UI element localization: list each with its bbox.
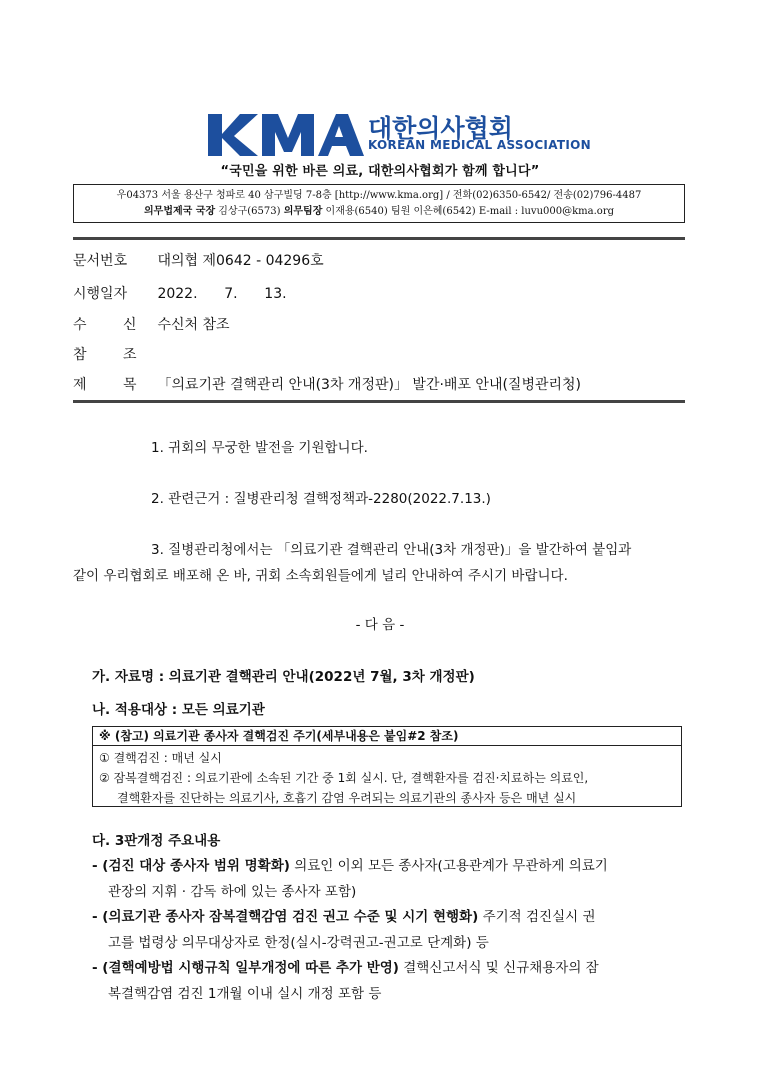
reference-note-box	[92, 726, 682, 807]
recipient-row	[73, 314, 230, 334]
paragraph-3-line-1: 3. 질병관리청에서는 「의료기관 결핵관리 안내(3차 개정판)」을 발간하여 붙임과	[151, 542, 632, 558]
contact-staff-line	[74, 204, 684, 220]
doc-number-value: 대의협 제0642 - 04296호	[157, 253, 324, 269]
bullet-1-text: 의료인 이외 모든 종사자(고용관계가 무관하게 의료기	[289, 858, 608, 874]
bullet-3-text: 결핵신고서식 및 신규채용자의 잠	[398, 960, 599, 976]
reference-note-title: ※ (참고) 의료기관 종사자 결핵검진 주기(세부내용은 붙임#2 참조)	[93, 727, 681, 746]
reference-note-item-2: ② 잠복결핵검진 : 의료기관에 소속된 기간 중 1회 실시. 단, 결핵환자를 검진·치료하는 의료인,	[99, 771, 589, 785]
meta-divider	[73, 400, 685, 403]
slogan: “국민을 위한 바른 의료, 대한의사협회가 함께 합니다”	[220, 164, 540, 179]
director-value: 김상구(6573)	[218, 206, 281, 217]
bullet-3-continuation: 복결핵감염 검진 1개월 이내 실시 개정 포함 등	[108, 986, 382, 1002]
kma-logo	[208, 112, 591, 158]
paragraph-3-line-2: 같이 우리협회로 배포해 온 바, 귀회 소속회원들에게 널리 안내하여 주시기 바랍니다.	[73, 568, 568, 584]
subject-label-2: 목	[123, 377, 137, 393]
list-item	[92, 956, 599, 976]
contact-box	[73, 184, 685, 223]
doc-number-row	[73, 250, 324, 270]
reference-label-1: 참	[73, 347, 87, 363]
date-row	[73, 283, 287, 303]
header-divider	[73, 237, 685, 240]
logo-english-name: KOREAN MEDICAL ASSOCIATION	[368, 138, 591, 152]
bullet-2-continuation: 고를 법령상 의무대상자로 한정(실시-강력권고-권고로 단계화) 등	[108, 935, 489, 951]
paragraph-2: 2. 관련근거 : 질병관리청 결핵정책과-2280(2022.7.13.)	[151, 491, 491, 507]
subject-value: 「의료기관 결핵관리 안내(3차 개정판)」 발간·배포 안내(질병관리청)	[157, 377, 582, 393]
reference-note-item-1: ① 결핵검진 : 매년 실시	[99, 751, 222, 765]
bullet-2-text: 주기적 검진실시 권	[478, 909, 596, 925]
reference-label-2: 조	[123, 347, 137, 363]
reference-note-item-2-cont: 결핵환자를 진단하는 의료기사, 호흡기 감염 우려되는 의료기관의 종사자 등은 매년 실시	[117, 791, 577, 805]
logo-korean-name: 대한의사협회	[368, 114, 513, 143]
list-item	[92, 905, 595, 925]
subject-label-1: 제	[73, 377, 87, 393]
recipient-label-1: 수	[73, 317, 87, 333]
bullet-1-heading: - (검진 대상 종사자 범위 명확화)	[92, 858, 290, 874]
subject-row	[73, 374, 581, 394]
recipient-label-2: 신	[123, 317, 137, 333]
team-label: 의무팀장	[283, 206, 323, 217]
date-value: 2022. 7. 13.	[157, 286, 287, 302]
next-marker: - 다 음 -	[355, 617, 405, 633]
team-value: 이재용(6540) 팀원 이은혜(6542) E-mail : luvu000@kma.org	[325, 206, 614, 217]
bullet-2-heading: - (의료기관 종사자 잠복결핵감염 검진 권고 수준 및 시기 현행화)	[92, 909, 479, 925]
contact-address-line: 우04373 서울 용산구 청파로 40 삼구빌딩 7-8층 [http://www.kma.org] / 전화(02)6350-6542/ 전송(02)796-4487	[116, 190, 642, 201]
director-label: 의무법제국 국장	[144, 206, 216, 217]
section-a: 가. 자료명 : 의료기관 결핵관리 안내(2022년 7월, 3차 개정판)	[92, 669, 475, 685]
list-item	[92, 854, 608, 874]
recipient-value: 수신처 참조	[157, 317, 230, 333]
date-label: 시행일자	[73, 286, 128, 302]
section-b: 나. 적용대상 : 모든 의료기관	[92, 702, 265, 718]
section-c: 다. 3판개정 주요내용	[92, 833, 221, 849]
reference-row	[73, 344, 153, 364]
bullet-1-continuation: 관장의 지휘 · 감독 하에 있는 종사자 포함)	[108, 884, 357, 900]
kma-logo-mark	[208, 112, 364, 158]
doc-number-label: 문서번호	[73, 253, 128, 269]
bullet-3-heading: - (결핵예방법 시행규칙 일부개정에 따른 추가 반영)	[92, 960, 399, 976]
paragraph-1: 1. 귀회의 무궁한 발전을 기원합니다.	[151, 440, 368, 456]
